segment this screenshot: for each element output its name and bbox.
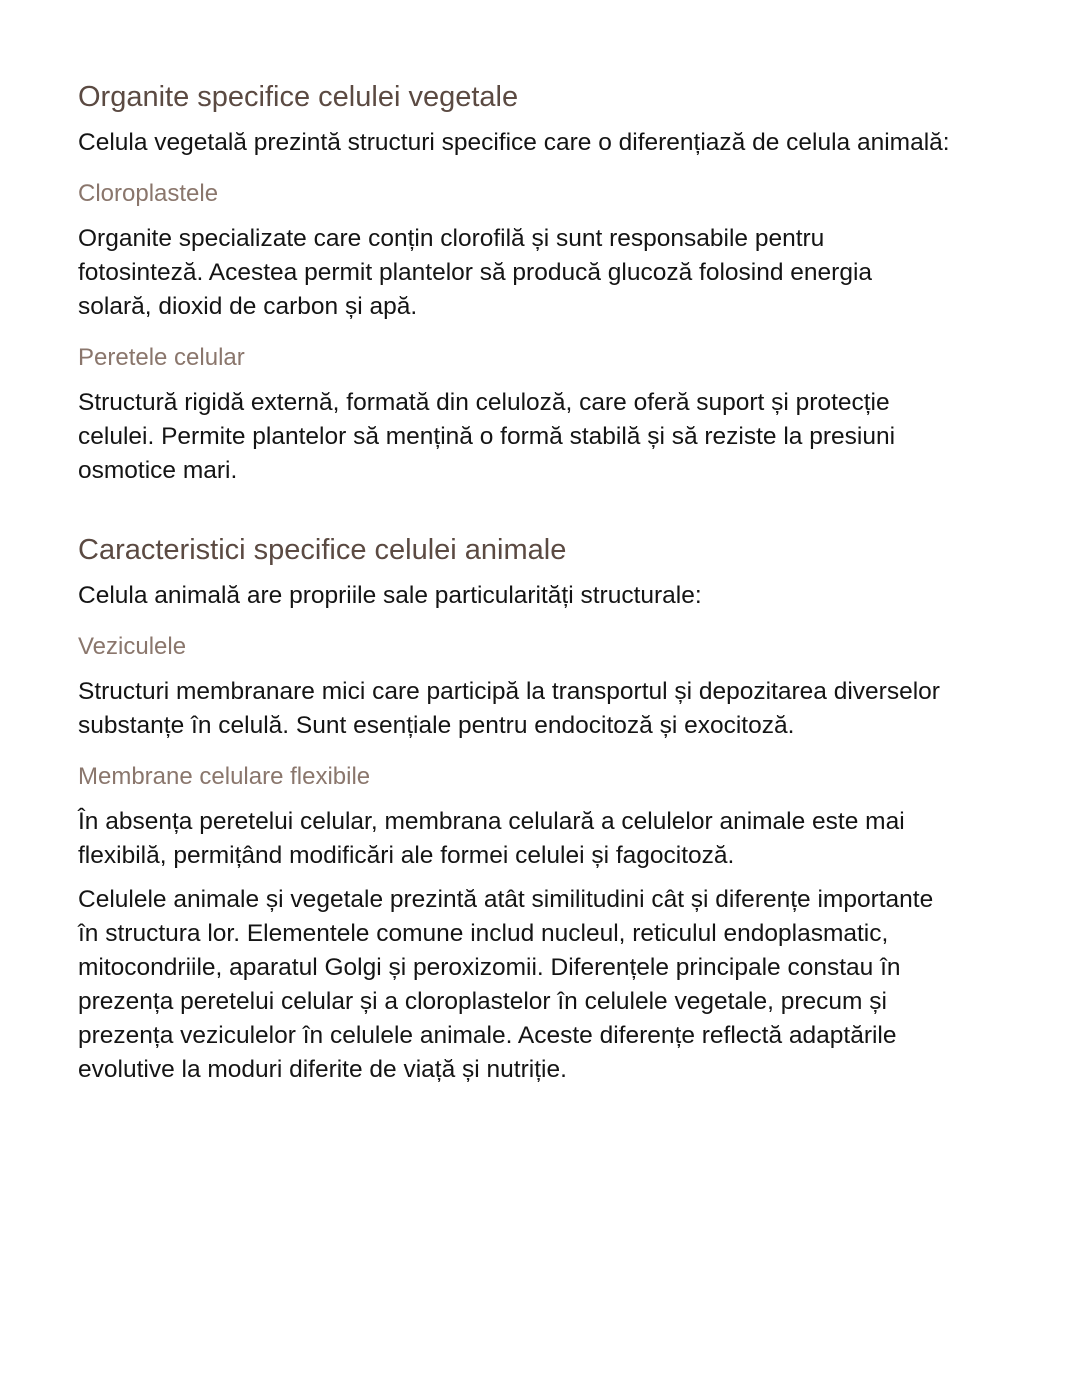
- paragraph-conclusion: [78, 883, 1018, 1087]
- document-body: [78, 80, 1018, 1087]
- subheading-chloroplasts: Cloroplastele: [78, 180, 219, 207]
- text-line: mitocondriile, aparatul Golgi și peroxizomii. Diferențele principale constau în: [78, 954, 901, 981]
- text-line: celulei. Permite plantelor să mențină o formă stabilă și să reziste la presiuni: [78, 423, 896, 450]
- text-line: evolutive la moduri diferite de viață și nutriție.: [78, 1056, 567, 1083]
- paragraph-vesicles: [78, 675, 1018, 743]
- paragraph-cell-wall: [78, 386, 1018, 488]
- text-line: osmotice mari.: [78, 457, 238, 484]
- text-line: solară, dioxid de carbon și apă.: [78, 293, 418, 320]
- text-line: Organite specializate care conțin clorofilă și sunt responsabile pentru: [78, 225, 825, 252]
- text-line: Celulele animale și vegetale prezintă atât similitudini cât și diferențe importante: [78, 886, 934, 913]
- text-line: În absența peretelui celular, membrana celulară a celulelor animale este mai: [78, 808, 905, 835]
- subheading-cell-wall: Peretele celular: [78, 344, 245, 371]
- paragraph-flexible-membranes: [78, 805, 1018, 873]
- paragraph-chloroplasts: [78, 222, 1018, 324]
- section-heading: Organite specifice celulei vegetale: [78, 81, 519, 113]
- subheading-vesicles: Veziculele: [78, 633, 187, 660]
- text-line: substanțe în celulă. Sunt esențiale pentru endocitoză și exocitoză.: [78, 712, 795, 739]
- text-line: prezența peretelui celular și a cloroplastelor în celulele vegetale, precum și: [78, 988, 887, 1015]
- section-intro: [78, 579, 1018, 613]
- text-line: Celula vegetală prezintă structuri specifice care o diferențiază de celula animală:: [78, 129, 950, 156]
- text-line: în structura lor. Elementele comune includ nucleul, reticulul endoplasmatic,: [78, 920, 889, 947]
- text-line: prezența veziculelor în celulele animale. Aceste diferențe reflectă adaptările: [78, 1022, 897, 1049]
- text-line: fotosinteză. Acestea permit plantelor să producă glucoză folosind energia: [78, 259, 873, 286]
- text-line: Celula animală are propriile sale particularități structurale:: [78, 582, 702, 609]
- text-line: Structură rigidă externă, formată din celuloză, care oferă suport și protecție: [78, 389, 890, 416]
- section-animal-characteristics: [78, 533, 1018, 1087]
- subheading-flexible-membranes: Membrane celulare flexibile: [78, 763, 371, 790]
- text-line: Structuri membranare mici care participă la transportul și depozitarea diverselor: [78, 678, 940, 705]
- section-heading: Caracteristici specifice celulei animale: [78, 534, 567, 566]
- section-plant-organelles: [78, 80, 1018, 488]
- text-line: flexibilă, permițând modificări ale formei celulei și fagocitoză.: [78, 842, 735, 869]
- section-intro: [78, 126, 1018, 160]
